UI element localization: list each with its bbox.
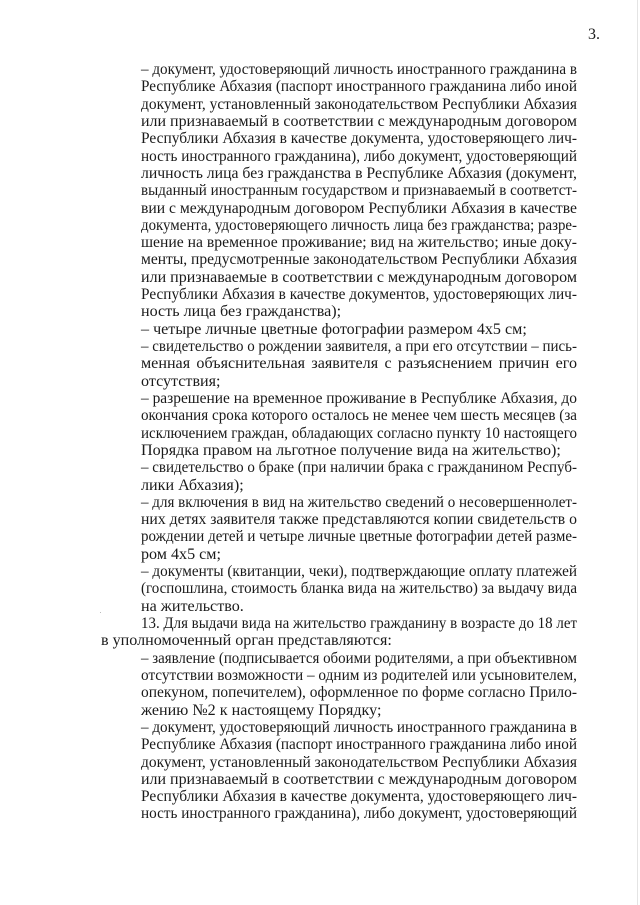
text-line-content: (госпошлина, стоимость бланка вида на жительство) за выдачу вида [141, 580, 577, 598]
text-line [101, 632, 577, 649]
text-line [101, 303, 577, 320]
text-line-content: отсутствии возможности – одним из родителей или усыновителем, [141, 666, 577, 684]
text-line [101, 684, 577, 701]
text-line [101, 546, 577, 563]
text-line [101, 182, 577, 199]
text-line [101, 736, 577, 753]
text-line-content: – документ, удостоверяющий личность иностранного гражданина в [141, 61, 577, 78]
text-line-content: отсутствия; [141, 372, 221, 390]
text-line-content: окончания срока которого осталось не менее чем шесть месяцев (за [141, 407, 577, 425]
text-line [101, 355, 577, 372]
text-line [101, 217, 577, 234]
text-line [101, 251, 577, 268]
text-line [101, 269, 577, 286]
text-line-content: исключением граждан, обладающих согласно пункту 10 настоящего [141, 424, 577, 442]
text-line-content: – документ, удостоверяющий личность иностранного гражданина в [141, 718, 577, 736]
text-line [101, 719, 577, 736]
page-number: 3. [588, 26, 600, 43]
text-line-content: вии с международным договором Республики Абхазия в качестве [141, 199, 577, 217]
text-line-content: 13. Для выдачи вида на жительство гражданину в возрасте до 18 лет [141, 615, 577, 632]
text-line [101, 234, 577, 251]
text-line-content: – документы (квитанции, чеки), подтверждающие оплату платежей [141, 563, 577, 581]
text-line [101, 425, 577, 442]
text-line [101, 702, 577, 719]
text-line-content: – для включения в вид на жительство сведений о несовершеннолет- [141, 493, 577, 511]
text-line [101, 165, 577, 182]
text-line [101, 442, 577, 459]
text-line [101, 130, 577, 147]
text-line-content: ность иностранного гражданина), либо документ, удостоверяющий [141, 147, 577, 165]
text-line-content: или признаваемый в соответствии с международным договором [141, 112, 577, 130]
text-line [101, 321, 577, 338]
text-line-content: Республики Абхазия в качестве документов, удостоверяющих лич- [141, 286, 577, 304]
text-line [101, 61, 577, 78]
text-line-content: Республики Абхазия в качестве документа, удостоверяющего лич- [141, 130, 577, 148]
text-line [101, 407, 577, 424]
text-line [101, 96, 577, 113]
text-line-content: жению №2 к настоящему Порядку; [141, 701, 382, 719]
text-line-content: – свидетельство о рождении заявителя, а при его отсутствии – пись- [141, 338, 577, 355]
text-line-content: – разрешение на временное проживание в Республике Абхазия, до [141, 389, 577, 407]
text-line-content: – четыре личные цветные фотографии размером 4х5 см; [141, 320, 527, 338]
text-line [101, 615, 577, 632]
text-line [101, 667, 577, 684]
text-line-content: или признаваемые в соответствии с международным договором [141, 268, 577, 286]
text-line [101, 580, 577, 597]
scan-edge-line [637, 0, 638, 905]
text-line-content: менная объяснительная заявителя с разъяснением причин его [141, 355, 577, 373]
text-line [101, 477, 577, 494]
text-line [101, 459, 577, 476]
text-line [101, 200, 577, 217]
document-body [101, 61, 577, 823]
text-line [101, 390, 577, 407]
text-line-content: ность лица без гражданства); [141, 303, 342, 321]
text-line [101, 148, 577, 165]
text-line [101, 805, 577, 822]
text-line [101, 78, 577, 95]
text-line-content: личность лица без гражданства в Республике Абхазия (документ, [141, 164, 577, 182]
text-line-content: документ, установленный законодательством Республики Абхазия [141, 753, 577, 771]
text-line [101, 563, 577, 580]
text-line [101, 286, 577, 303]
text-line-content: – свидетельство о браке (при наличии брака с гражданином Респуб- [141, 459, 577, 477]
text-line-content: рождении детей и четыре личные цветные фотографии детей разме- [141, 528, 577, 546]
text-line [101, 598, 577, 615]
text-line-content: них детях заявителя также представляются копии свидетельств о [141, 511, 577, 529]
text-line [101, 113, 577, 130]
text-line [101, 494, 577, 511]
text-line-content: Республики Абхазия в качестве документа, удостоверяющего лич- [141, 788, 577, 806]
text-line-content: документ, установленный законодательством Республики Абхазия [141, 95, 577, 113]
text-line [101, 771, 577, 788]
text-line-content: Республике Абхазия (паспорт иностранного гражданина либо иной [141, 78, 577, 96]
text-line-content: Республике Абхазия (паспорт иностранного гражданина либо иной [141, 736, 577, 754]
text-line [101, 338, 577, 355]
text-line-content: или признаваемый в соответствии с международным договором [141, 770, 577, 788]
text-line-content: опекуном, попечителем), оформленное по форме согласно Прило- [141, 684, 577, 702]
text-line-content: Порядка правом на льготное получение вида на жительство); [141, 441, 561, 459]
text-line [101, 511, 577, 528]
text-line-content: ром 4х5 см; [141, 545, 221, 563]
text-line [101, 788, 577, 805]
text-line-content: шение на временное проживание; вид на жительство; иные доку- [141, 234, 577, 252]
text-line [101, 754, 577, 771]
text-line-content: ность иностранного гражданина), либо документ, удостоверяющий [141, 805, 577, 823]
text-line-content: в уполномоченный орган представляются: [101, 632, 392, 650]
text-line-content: документа, удостоверяющего личность лица без гражданства; разре- [141, 216, 577, 234]
text-line-content: – заявление (подписывается обоими родителями, а при объективном [141, 649, 577, 667]
text-line-content: на жительство. [141, 597, 244, 615]
text-line [101, 528, 577, 545]
text-line-content: лики Абхазия); [141, 476, 244, 494]
text-line [101, 650, 577, 667]
text-line [101, 373, 577, 390]
text-line-content: менты, предусмотренные законодательством Республики Абхазия [141, 251, 577, 269]
text-line-content: выданный иностранным государством и признаваемый в соответст- [141, 182, 577, 200]
